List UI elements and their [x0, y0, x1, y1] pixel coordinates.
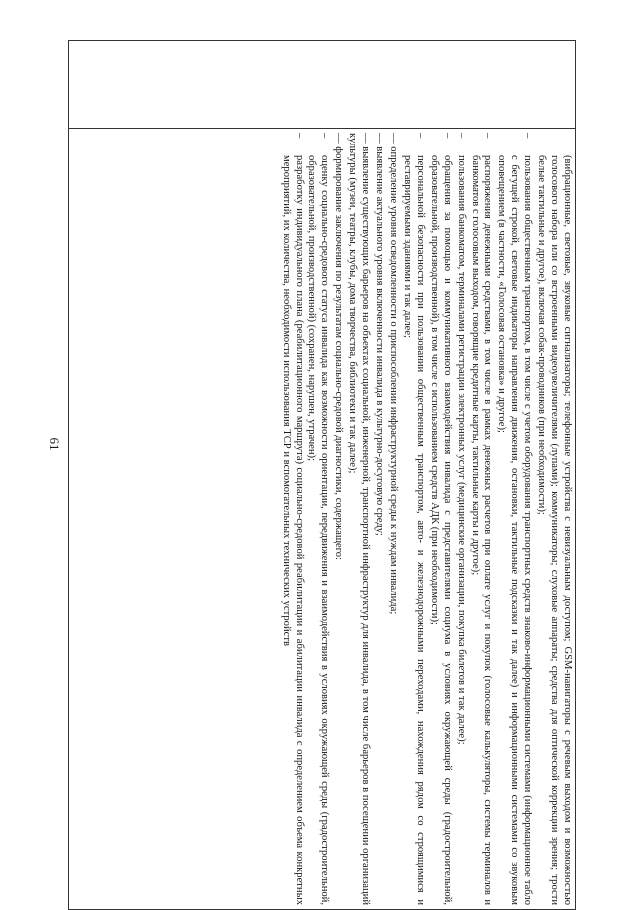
- list-item-text: обращения за помощью и коммуникативного взаимодействия инвалида с представителями социума в условиях окружающей среды (градостроительной, образовательной, производственной), в том числе с использованием средств АДК (при необходимости);: [428, 155, 453, 905]
- list-item-text: (вибрационные, световые, звуковые сигнализаторы; телефонные устройства с невизуальным доступом; GSM-навигаторы с речевым выходом и возможностью голосового набора или со встроенными видеоувеличителями (лупами); коммуникаторы; слуховые аппараты; средства для оптической коррекции зрения; трости белые тактильные и другое), включая собак-проводников (при необходимости);: [536, 155, 573, 905]
- list-item: – распоряжения денежными средствами, в том числе в рамках денежных расчетов при оплате услуг и покупок (голосовые калькуляторы, системы терминалов и банкоматов с голосовым выходом, говорящие кредитные карты, тактильные карты и другое);: [469, 133, 494, 905]
- sub-list-item: – разработку индивидуального плана (реабилитационного маршрута) социально-средовой реабилитации и абилитации инвалида с определением объема конкретных мероприятий, их количества, необходимости использования ТСР и вспомогательных технических устройств: [280, 133, 305, 905]
- empty-left-column: [69, 41, 576, 129]
- page-number: 61: [47, 437, 62, 451]
- list-item: – пользования общественным транспортом, в том числе с учетом оборудования транспортных средств знаково-информационными системами (информационное табло с бегущей строкой, световые индикаторы направления движения, остановки, тактильные подсказки и так далее) и информационными системами со звуковым оповещением (в частности, «Голосовая остановка» и другое);: [496, 133, 534, 905]
- paragraph-line: — определение уровня осведомленности о приспособлении инфраструктурной среды к нуждам инвалида;: [388, 133, 400, 615]
- sub-list-item-text: разработку индивидуального плана (реабилитационного маршрута) социально-средовой реабилитации и абилитации инвалида с определением объема конкретных мероприятий, их количества, необходимости использования ТСР и вспомогательных технических устройств: [280, 155, 305, 905]
- paragraph-line: — выявление актуального уровня включенности инвалида в культурно-досуговую среду;: [374, 133, 386, 536]
- paragraph-line: — формирование заключения по результатам социально-средовой диагностики, содержащего:: [333, 133, 345, 561]
- sub-list-item: – оценку социально-средового статуса инвалида как возможности ориентации, передвижения и взаимодействия в условиях окружающей среды (градостроительной, образовательной, производственной) (сохранен, нарушен, утрачен);: [306, 133, 331, 905]
- sub-list-item-text: оценку социально-средового статуса инвалида как возможности ориентации, передвижения и взаимодействия в условиях окружающей среды (градостроительной, образовательной, производственной) (сохранен, нарушен, утрачен);: [306, 155, 331, 905]
- list-item-text: персональной безопасности при пользовании общественным транспортом, авто- и железнодорожными переходами, нахождения рядом со строящимися и реставрируемыми зданиями и так далее;: [401, 155, 426, 905]
- list-item: – пользования банкоматом, терминалами регистрации электронных услуг (медицинские организации, покупка билетов и так далее);: [454, 133, 467, 905]
- content-cell: [69, 129, 576, 910]
- list-item-text: пользования общественным транспортом, в том числе с учетом оборудования транспортных средств знаково-информационными системами (информационное табло с бегущей строкой, световые индикаторы направления движения, остановки, тактильные подсказки и так далее) и информационными системами со звуковым оповещением (в частности, «Голосовая остановка» и другое);: [496, 155, 534, 905]
- paragraph-line: — выявление существующих барьеров на объектах социальной, инженерной, транспортной инфраструктур для инвалида, в том числе барьеров в посещении организаций культуры (музеи, театры, клубы, дома творчества, библиотеки и так далее);: [347, 133, 372, 905]
- list-item: – персональной безопасности при пользовании общественным транспортом, авто- и железнодорожными переходами, нахождения рядом со строящимися и реставрируемыми зданиями и так далее;: [401, 133, 426, 905]
- list-item-text: распоряжения денежными средствами, в том числе в рамках денежных расчетов при оплате услуг и покупок (голосовые калькуляторы, системы терминалов и банкоматов с голосовым выходом, говорящие кредитные карты, тактильные карты и другое);: [469, 155, 494, 905]
- rotated-page: [68, 40, 576, 910]
- document-table: [68, 40, 576, 910]
- list-item: – обращения за помощью и коммуникативного взаимодействия инвалида с представителями социума в условиях окружающей среды (градостроительной, образовательной, производственной), в том числе с использованием средств АДК (при необходимости);: [428, 133, 453, 905]
- list-item: [534, 133, 573, 905]
- list-item-text: пользования банкоматом, терминалами регистрации электронных услуг (медицинские организации, покупка билетов и так далее);: [455, 155, 467, 745]
